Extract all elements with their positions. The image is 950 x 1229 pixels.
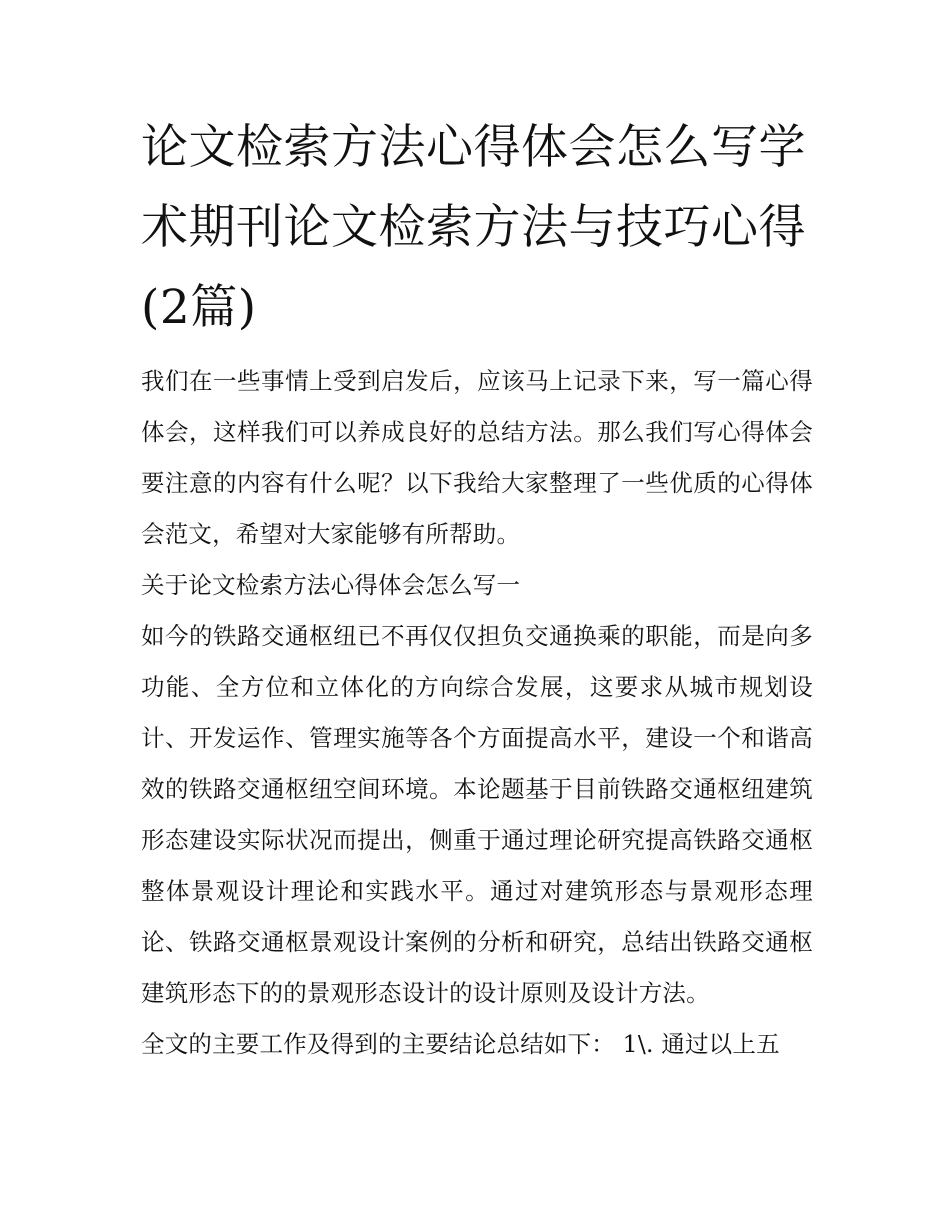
section-heading: 关于论文检索方法心得体会怎么写一 xyxy=(141,571,521,599)
conclusion-line: 全文的主要工作及得到的主要结论总结如下： 1\. 通过以上五 xyxy=(141,1030,780,1058)
document-title: 论文检索方法心得体会怎么写学术期刊论文检索方法与技巧心得(2篇) xyxy=(141,120,806,335)
body-paragraph: 如今的铁路交通枢纽已不再仅仅担负交通换乘的职能，而是向多功能、全方位和立体化的方向综合发展，这要求从城市规划设计、开发运作、管理实施等各个方面提高水平，建设一个和谐高效的铁路交通枢纽空间环境。本论题基于目前铁路交通枢纽建筑形态建设实际状况而提出，侧重于通过理论研究提高铁路交通枢整体景观设计理论和实践水平。通过对建筑形态与景观形态理论、铁路交通枢景观设计案例的分析和研究，总结出铁路交通枢建筑形态下的的景观形态设计的设计原则及设计方法。 xyxy=(141,622,813,1007)
intro-paragraph: 我们在一些事情上受到启发后，应该马上记录下来，写一篇心得体会，这样我们可以养成良好的总结方法。那么我们写心得体会要注意的内容有什么呢？以下我给大家整理了一些优质的心得体会范文，希望对大家能够有所帮助。 xyxy=(141,367,813,548)
document-body xyxy=(141,108,813,1070)
